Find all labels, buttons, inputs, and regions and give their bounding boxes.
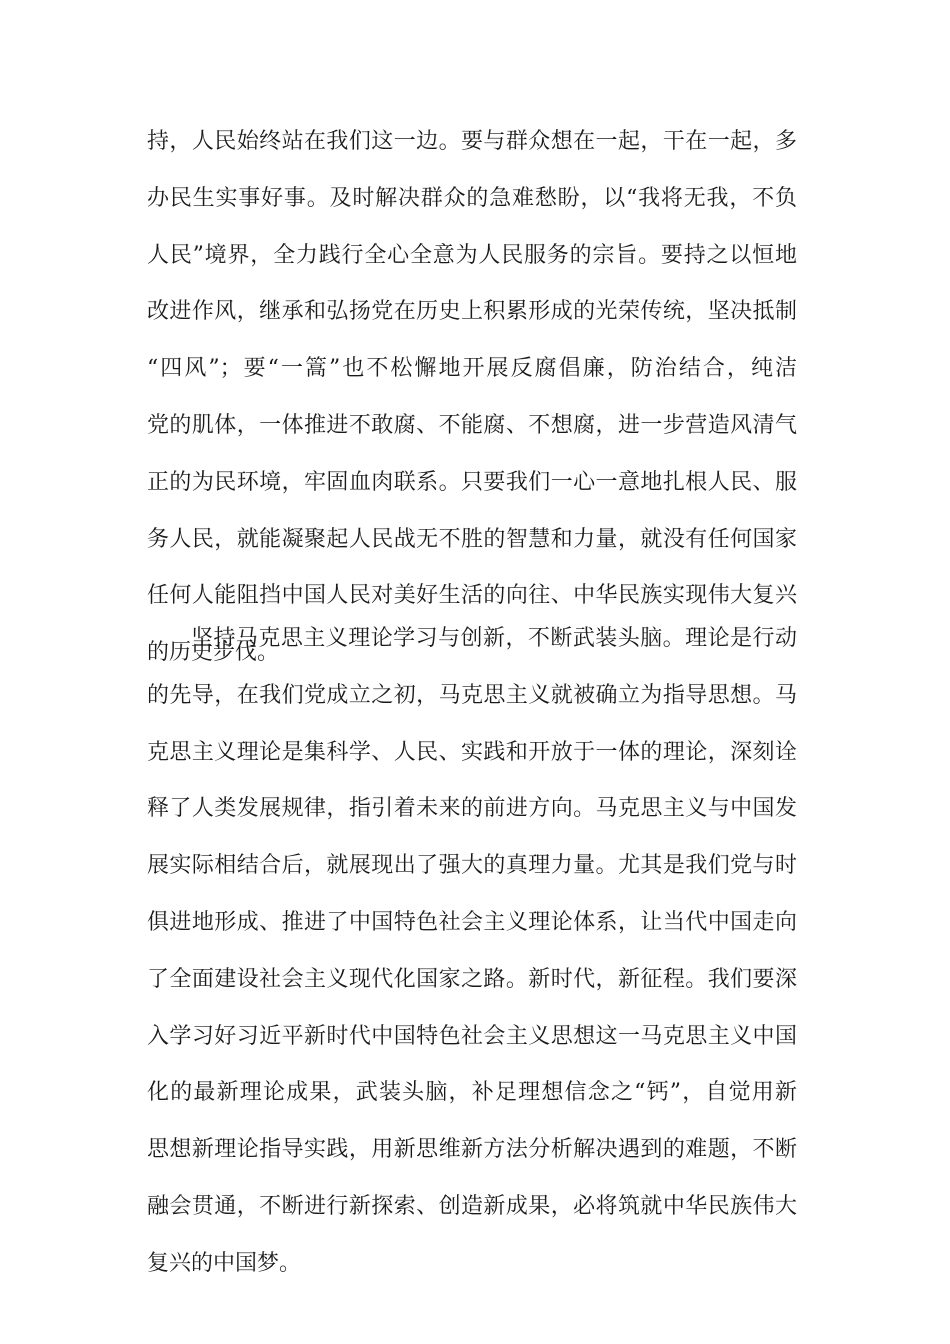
text-line: 改进作风，继承和弘扬党在历史上积累形成的光荣传统，坚决抵制 <box>147 299 797 325</box>
text-line: 正的为民环境，牢固血肉联系。只要我们一心一意地扎根人民、服 <box>147 469 797 495</box>
text-line: 人民”境界，全力践行全心全意为人民服务的宗旨。要持之以恒地 <box>147 242 797 268</box>
text-line: 俱进地形成、推进了中国特色社会主义理论体系，让当代中国走向 <box>147 909 797 935</box>
text-line: 了全面建设社会主义现代化国家之路。新时代，新征程。我们要深 <box>147 966 797 992</box>
text-line: 持，人民始终站在我们这一边。要与群众想在一起，干在一起，多 <box>147 129 797 154</box>
text-line: “四风”；要“一篙”也不松懈地开展反腐倡廉，防治结合，纯洁 <box>147 356 797 382</box>
text-line: 党的肌体，一体推进不敢腐、不能腐、不想腐，进一步营造风清气 <box>147 412 797 438</box>
paragraph-2 <box>147 628 797 1310</box>
text-line: 化的最新理论成果，武装头脑，补足理想信念之“钙”，自觉用新 <box>147 1080 797 1106</box>
paragraph-1 <box>147 131 797 699</box>
text-line: 任何人能阻挡中国人民对美好生活的向往、中华民族实现伟大复兴 <box>147 583 797 609</box>
text-line: 的先导，在我们党成立之初，马克思主义就被确立为指导思想。马 <box>147 682 797 708</box>
text-line: 思想新理论指导实践，用新思维新方法分析解决遇到的难题，不断 <box>147 1137 797 1163</box>
text-line: 释了人类发展规律，指引着未来的前进方向。马克思主义与中国发 <box>147 796 797 822</box>
text-line: 务人民，就能凝聚起人民战无不胜的智慧和力量，就没有任何国家 <box>147 526 797 552</box>
text-line-last: 复兴的中国梦。 <box>147 1250 302 1276</box>
text-line: 办民生实事好事。及时解决群众的急难愁盼，以“我将无我，不负 <box>147 185 797 211</box>
text-line: 融会贯通，不断进行新探索、创造新成果，必将筑就中华民族伟大 <box>147 1193 797 1219</box>
text-line: 克思主义理论是集科学、人民、实践和开放于一体的理论，深刻诠 <box>147 739 797 765</box>
text-line: 展实际相结合后，就展现出了强大的真理力量。尤其是我们党与时 <box>147 853 797 879</box>
text-line-first: 坚持马克思主义理论学习与创新，不断武装头脑。理论是行动 <box>191 626 797 651</box>
text-line-last: 的历史步伐。 <box>147 640 280 666</box>
text-line: 入学习好习近平新时代中国特色社会主义思想这一马克思主义中国 <box>147 1023 797 1049</box>
